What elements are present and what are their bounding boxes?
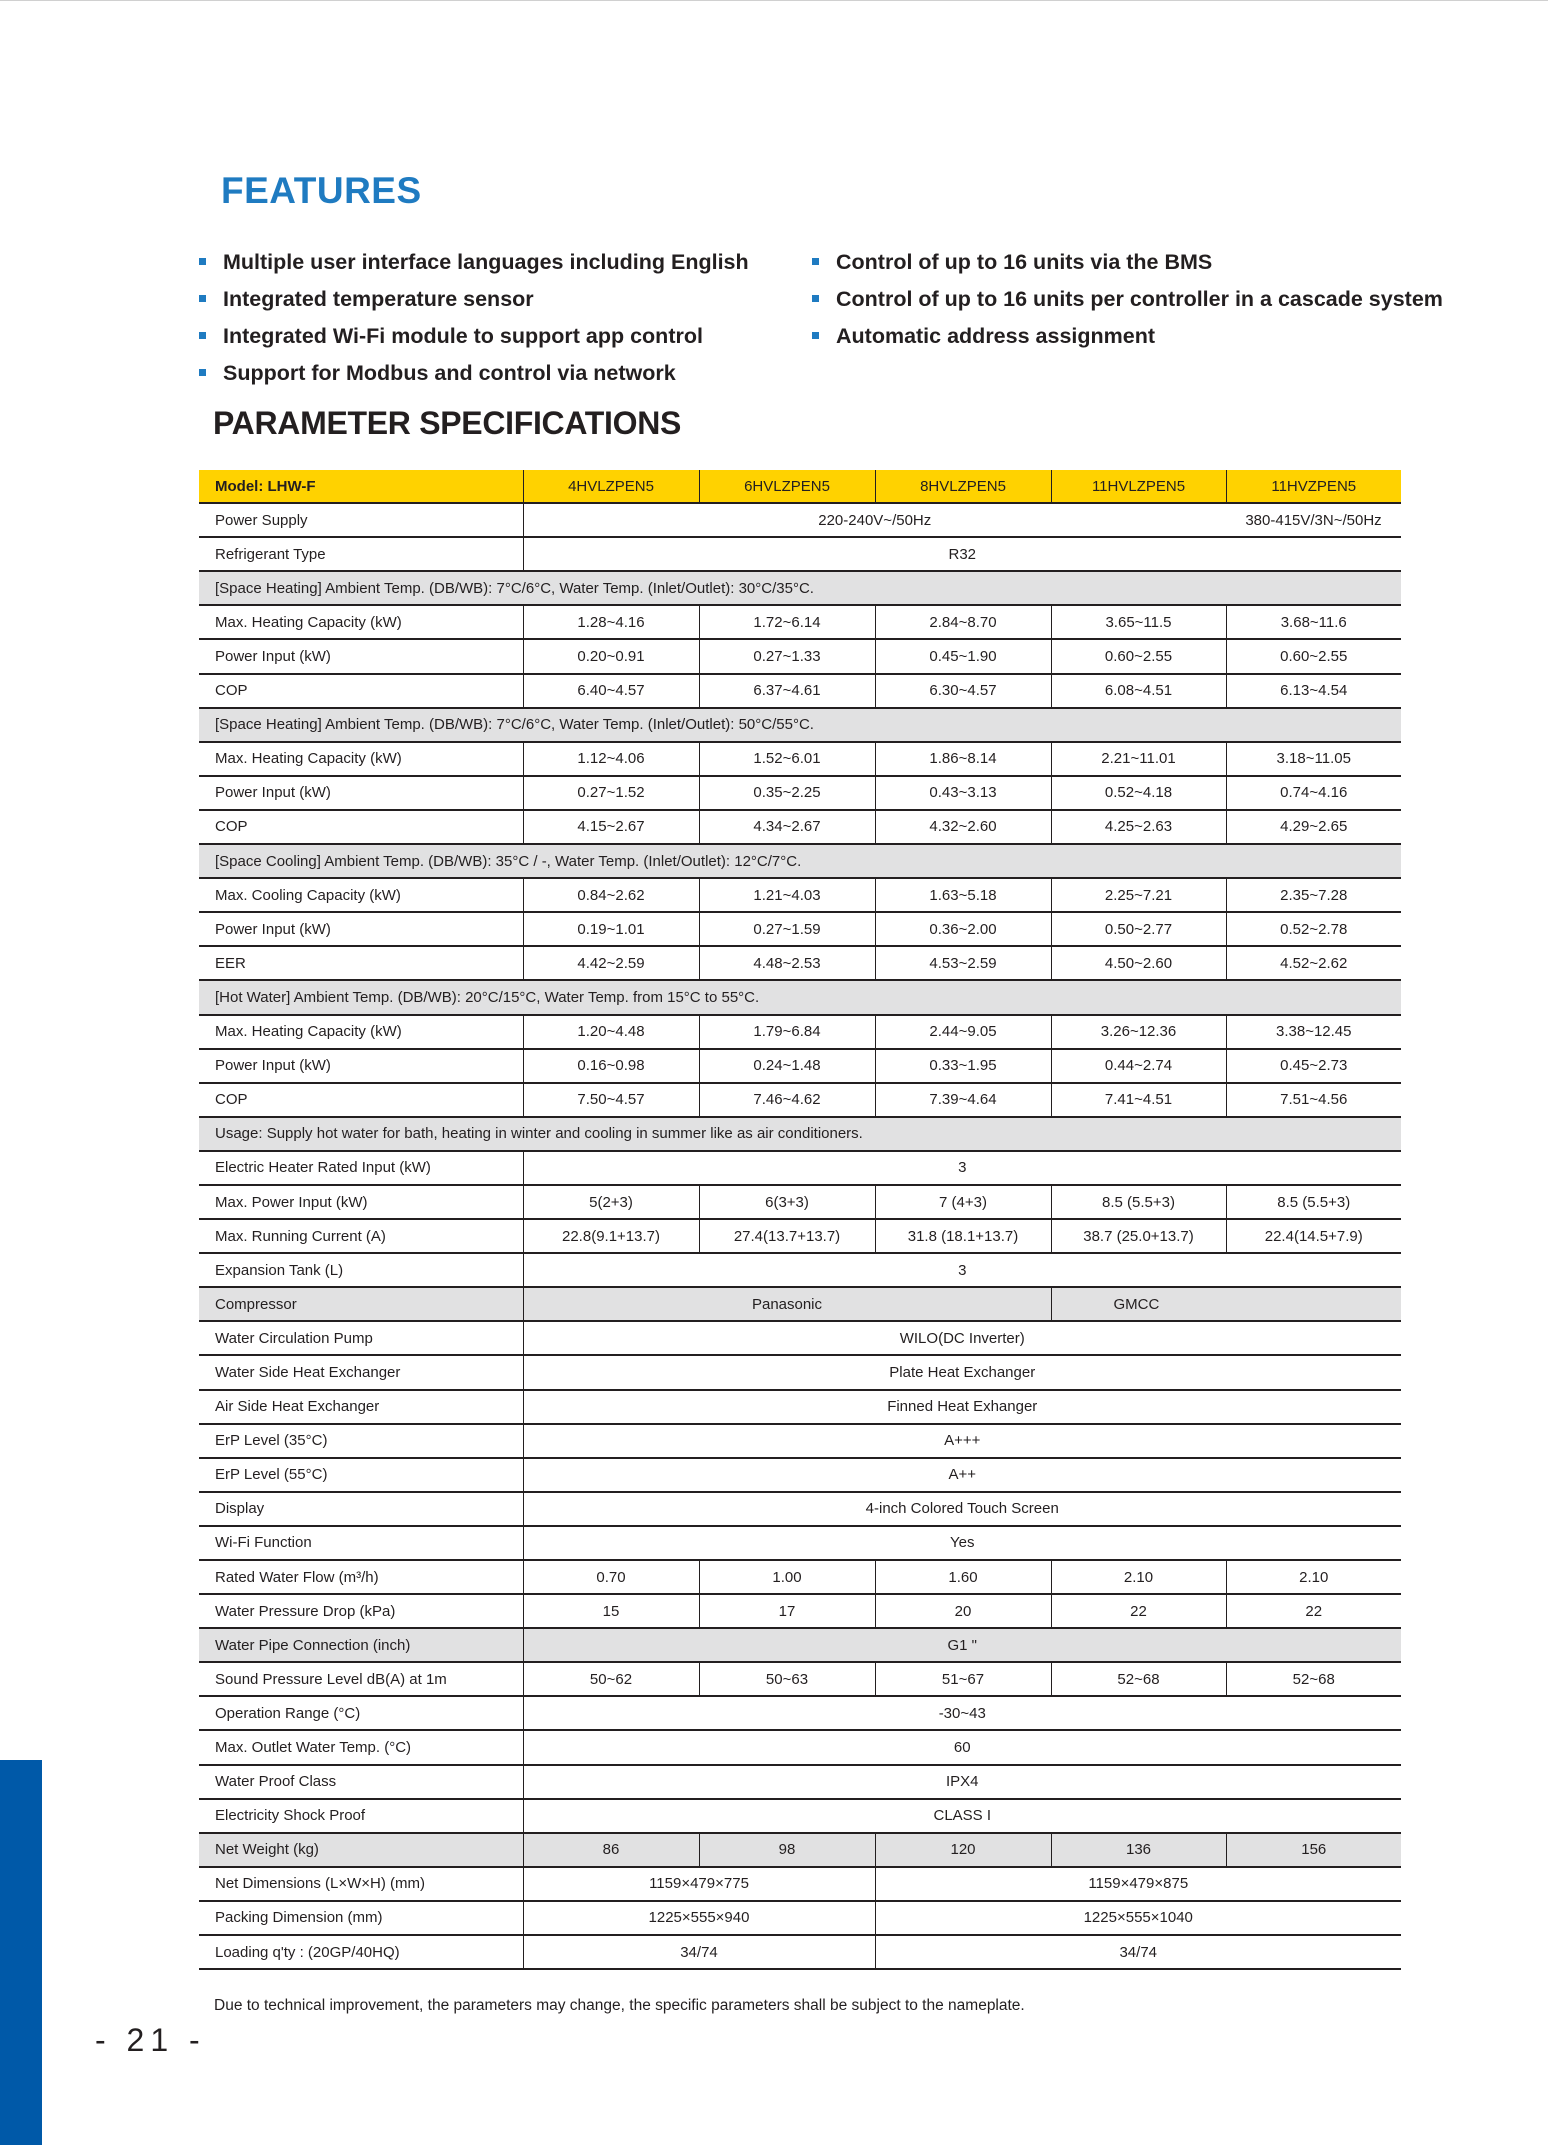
cell-value: 0.44~2.74 [1051, 1049, 1226, 1083]
features-title: FEATURES [221, 170, 422, 211]
cell-value: 0.16~0.98 [523, 1049, 699, 1083]
row-label: Refrigerant Type [199, 537, 523, 571]
cell-value: 98 [699, 1833, 875, 1867]
cell-value: Yes [523, 1526, 1401, 1560]
cell-value: 3.68~11.6 [1226, 605, 1401, 639]
row-label: Power Supply [199, 503, 523, 537]
table-row [199, 742, 1401, 776]
row-label: COP [199, 810, 523, 844]
cell-value: 2.35~7.28 [1226, 878, 1401, 912]
cell-value: 3.18~11.05 [1226, 742, 1401, 776]
cell-value: 0.24~1.48 [699, 1049, 875, 1083]
header-label: Model: LHW-F [199, 470, 523, 503]
cell-value: 15 [523, 1594, 699, 1628]
cell-value: 0.35~2.25 [699, 776, 875, 810]
table-row [199, 1696, 1401, 1730]
table-row [199, 1765, 1401, 1799]
row-label: Max. Heating Capacity (kW) [199, 1015, 523, 1049]
model-header: 8HVLZPEN5 [875, 470, 1051, 503]
square-bullet-icon [812, 258, 819, 265]
cell-value: 4.50~2.60 [1051, 946, 1226, 980]
cell-value: 1.79~6.84 [699, 1015, 875, 1049]
cell-value: 0.52~2.78 [1226, 912, 1401, 946]
model-header: 11HVLZPEN5 [1051, 470, 1226, 503]
cell-value: WILO(DC Inverter) [523, 1321, 1401, 1355]
table-row [199, 810, 1401, 844]
cell-value: 6(3+3) [699, 1185, 875, 1219]
row-label: EER [199, 946, 523, 980]
page-number: - 21 - [95, 2022, 206, 2058]
parameter-specifications-title: PARAMETER SPECIFICATIONS [213, 405, 682, 441]
table-row [199, 1560, 1401, 1594]
cell-value: Finned Heat Exhanger [523, 1390, 1401, 1424]
row-label: Water Proof Class [199, 1765, 523, 1799]
cell-value: Panasonic [523, 1287, 1051, 1321]
cell-value: 1.12~4.06 [523, 742, 699, 776]
row-label: Rated Water Flow (m³/h) [199, 1560, 523, 1594]
row-label: ErP Level (35°C) [199, 1424, 523, 1458]
cell-value: 4-inch Colored Touch Screen [523, 1492, 1401, 1526]
feature-item: Control of up to 16 units via the BMS [812, 246, 1443, 283]
cell-value: 2.10 [1051, 1560, 1226, 1594]
row-label: Max. Power Input (kW) [199, 1185, 523, 1219]
table-row [199, 1628, 1401, 1662]
cell-value: 0.60~2.55 [1226, 639, 1401, 673]
cell-value: 8.5 (5.5+3) [1051, 1185, 1226, 1219]
cell-value: 0.74~4.16 [1226, 776, 1401, 810]
table-header-row [199, 470, 1401, 503]
section-heading: [Space Cooling] Ambient Temp. (DB/WB): 35°C / -, Water Temp. (Inlet/Outlet): 12°C/7°C. [199, 844, 1401, 878]
row-label: Power Input (kW) [199, 1049, 523, 1083]
cell-value: 0.36~2.00 [875, 912, 1051, 946]
cell-value: 156 [1226, 1833, 1401, 1867]
cell-value: 52~68 [1226, 1662, 1401, 1696]
cell-value: 3 [523, 1151, 1401, 1185]
cell-value: 2.84~8.70 [875, 605, 1051, 639]
table-row [199, 537, 1401, 571]
section-heading: Usage: Supply hot water for bath, heating in winter and cooling in summer like as air conditioners. [199, 1117, 1401, 1151]
cell-value: 3.65~11.5 [1051, 605, 1226, 639]
cell-value: 3 [523, 1253, 1401, 1287]
cell-value: 1225×555×940 [523, 1901, 875, 1935]
cell-value: Plate Heat Exchanger [523, 1355, 1401, 1389]
cell-value: 7.51~4.56 [1226, 1083, 1401, 1117]
table-row [199, 1901, 1401, 1935]
table-row [199, 639, 1401, 673]
row-label: COP [199, 674, 523, 708]
cell-value: 3.26~12.36 [1051, 1015, 1226, 1049]
table-row [199, 1458, 1401, 1492]
table-row [199, 1730, 1401, 1764]
cell-value: 22.4(14.5+7.9) [1226, 1219, 1401, 1253]
feature-item: Support for Modbus and control via network [199, 357, 749, 394]
cell-value: 0.70 [523, 1560, 699, 1594]
row-label: Electric Heater Rated Input (kW) [199, 1151, 523, 1185]
section-row [199, 1117, 1401, 1151]
cell-value: 4.32~2.60 [875, 810, 1051, 844]
section-heading: [Space Heating] Ambient Temp. (DB/WB): 7°C/6°C, Water Temp. (Inlet/Outlet): 30°C/35°C. [199, 571, 1401, 605]
cell-value: 0.84~2.62 [523, 878, 699, 912]
cell-value: 0.45~2.73 [1226, 1049, 1401, 1083]
cell-value: 51~67 [875, 1662, 1051, 1696]
cell-value: 1.52~6.01 [699, 742, 875, 776]
table-row [199, 1287, 1401, 1321]
cell-value: 4.42~2.59 [523, 946, 699, 980]
cell-value: 0.20~0.91 [523, 639, 699, 673]
cell-value: 20 [875, 1594, 1051, 1628]
cell-value: 2.21~11.01 [1051, 742, 1226, 776]
square-bullet-icon [199, 332, 206, 339]
table-row [199, 503, 1401, 537]
cell-value: 1.60 [875, 1560, 1051, 1594]
square-bullet-icon [812, 295, 819, 302]
row-label: Display [199, 1492, 523, 1526]
cell-value: 136 [1051, 1833, 1226, 1867]
table-row [199, 1015, 1401, 1049]
cell-value: 4.53~2.59 [875, 946, 1051, 980]
cell-value: 50~62 [523, 1662, 699, 1696]
row-label: Power Input (kW) [199, 912, 523, 946]
section-row [199, 844, 1401, 878]
row-label: Net Weight (kg) [199, 1833, 523, 1867]
cell-value: 22 [1226, 1594, 1401, 1628]
row-label: Max. Cooling Capacity (kW) [199, 878, 523, 912]
model-header: 4HVLZPEN5 [523, 470, 699, 503]
table-row [199, 1492, 1401, 1526]
cell-value: 2.25~7.21 [1051, 878, 1226, 912]
section-heading: [Space Heating] Ambient Temp. (DB/WB): 7°C/6°C, Water Temp. (Inlet/Outlet): 50°C/55°C. [199, 708, 1401, 742]
feature-item: Automatic address assignment [812, 320, 1443, 357]
table-row [199, 605, 1401, 639]
cell-value: A++ [523, 1458, 1401, 1492]
cell-value: 0.52~4.18 [1051, 776, 1226, 810]
row-label: Power Input (kW) [199, 776, 523, 810]
cell-value: 1.86~8.14 [875, 742, 1051, 776]
table-row [199, 1526, 1401, 1560]
cell-value: 0.33~1.95 [875, 1049, 1051, 1083]
feature-item: Multiple user interface languages including English [199, 246, 749, 283]
model-header: 6HVLZPEN5 [699, 470, 875, 503]
feature-item: Integrated temperature sensor [199, 283, 749, 320]
row-label: Max. Running Current (A) [199, 1219, 523, 1253]
cell-value: 120 [875, 1833, 1051, 1867]
cell-value: 7 (4+3) [875, 1185, 1051, 1219]
table-row [199, 1355, 1401, 1389]
features-list-right [812, 246, 1443, 357]
side-accent-bar [0, 1760, 42, 2145]
section-heading: [Hot Water] Ambient Temp. (DB/WB): 20°C/15°C, Water Temp. from 15°C to 55°C. [199, 980, 1401, 1014]
cell-value: 1.21~4.03 [699, 878, 875, 912]
cell-value: -30~43 [523, 1696, 1401, 1730]
cell-value: 0.19~1.01 [523, 912, 699, 946]
cell-value: 0.43~3.13 [875, 776, 1051, 810]
cell-value: G1 " [523, 1628, 1401, 1662]
cell-value: A+++ [523, 1424, 1401, 1458]
table-row [199, 1151, 1401, 1185]
row-label: Max. Outlet Water Temp. (°C) [199, 1730, 523, 1764]
spec-table [199, 470, 1401, 1970]
cell-value: 0.50~2.77 [1051, 912, 1226, 946]
cell-value: 1.20~4.48 [523, 1015, 699, 1049]
row-label: Electricity Shock Proof [199, 1799, 523, 1833]
cell-value: 6.08~4.51 [1051, 674, 1226, 708]
row-label: Wi-Fi Function [199, 1526, 523, 1560]
cell-value: CLASS I [523, 1799, 1401, 1833]
cell-value: 3.38~12.45 [1226, 1015, 1401, 1049]
cell-value: GMCC [1051, 1287, 1401, 1321]
cell-value: 7.39~4.64 [875, 1083, 1051, 1117]
cell-value: 4.29~2.65 [1226, 810, 1401, 844]
row-label: Packing Dimension (mm) [199, 1901, 523, 1935]
table-row [199, 1083, 1401, 1117]
cell-value: 52~68 [1051, 1662, 1226, 1696]
cell-value: 2.10 [1226, 1560, 1401, 1594]
cell-value: IPX4 [523, 1765, 1401, 1799]
table-row [199, 1219, 1401, 1253]
model-header: 11HVZPEN5 [1226, 470, 1401, 503]
row-label: Power Input (kW) [199, 639, 523, 673]
table-row [199, 1321, 1401, 1355]
feature-item: Control of up to 16 units per controller in a cascade system [812, 283, 1443, 320]
row-label: Net Dimensions (L×W×H) (mm) [199, 1867, 523, 1901]
cell-value: 1159×479×775 [523, 1867, 875, 1901]
cell-value: 86 [523, 1833, 699, 1867]
row-label: ErP Level (55°C) [199, 1458, 523, 1492]
row-label: Water Circulation Pump [199, 1321, 523, 1355]
row-label: Sound Pressure Level dB(A) at 1m [199, 1662, 523, 1696]
cell-value: 22 [1051, 1594, 1226, 1628]
feature-item: Integrated Wi-Fi module to support app control [199, 320, 749, 357]
section-row [199, 571, 1401, 605]
table-row [199, 776, 1401, 810]
cell-value: 0.45~1.90 [875, 639, 1051, 673]
table-row [199, 1049, 1401, 1083]
cell-value: 7.50~4.57 [523, 1083, 699, 1117]
cell-value: R32 [523, 537, 1401, 571]
row-label: Water Pipe Connection (inch) [199, 1628, 523, 1662]
table-row [199, 1253, 1401, 1287]
table-row [199, 1390, 1401, 1424]
table-row [199, 1594, 1401, 1628]
cell-value: 0.60~2.55 [1051, 639, 1226, 673]
cell-value: 7.46~4.62 [699, 1083, 875, 1117]
features-list-left [199, 246, 749, 394]
cell-value: 4.48~2.53 [699, 946, 875, 980]
cell-value: 1225×555×1040 [875, 1901, 1401, 1935]
row-label: Loading q'ty : (20GP/40HQ) [199, 1935, 523, 1969]
cell-value: 22.8(9.1+13.7) [523, 1219, 699, 1253]
row-label: COP [199, 1083, 523, 1117]
top-rule [0, 0, 1548, 1]
cell-value: 50~63 [699, 1662, 875, 1696]
table-row [199, 1662, 1401, 1696]
cell-value: 1159×479×875 [875, 1867, 1401, 1901]
row-label: Water Side Heat Exchanger [199, 1355, 523, 1389]
cell-value: 5(2+3) [523, 1185, 699, 1219]
table-row [199, 674, 1401, 708]
cell-value: 4.25~2.63 [1051, 810, 1226, 844]
row-label: Operation Range (°C) [199, 1696, 523, 1730]
cell-value: 380-415V/3N~/50Hz [1226, 503, 1401, 537]
square-bullet-icon [199, 295, 206, 302]
row-label: Water Pressure Drop (kPa) [199, 1594, 523, 1628]
table-row [199, 1424, 1401, 1458]
cell-value: 6.37~4.61 [699, 674, 875, 708]
cell-value: 7.41~4.51 [1051, 1083, 1226, 1117]
table-row [199, 1799, 1401, 1833]
cell-value: 4.34~2.67 [699, 810, 875, 844]
cell-value: 4.52~2.62 [1226, 946, 1401, 980]
cell-value: 1.63~5.18 [875, 878, 1051, 912]
row-label: Compressor [199, 1287, 523, 1321]
cell-value: 6.13~4.54 [1226, 674, 1401, 708]
square-bullet-icon [199, 369, 206, 376]
cell-value: 60 [523, 1730, 1401, 1764]
cell-value: 17 [699, 1594, 875, 1628]
cell-value: 0.27~1.33 [699, 639, 875, 673]
table-row [199, 1833, 1401, 1867]
cell-value: 0.27~1.59 [699, 912, 875, 946]
cell-value: 4.15~2.67 [523, 810, 699, 844]
square-bullet-icon [199, 258, 206, 265]
cell-value: 1.72~6.14 [699, 605, 875, 639]
cell-value: 0.27~1.52 [523, 776, 699, 810]
cell-value: 27.4(13.7+13.7) [699, 1219, 875, 1253]
cell-value: 6.30~4.57 [875, 674, 1051, 708]
table-row [199, 1935, 1401, 1969]
table-row [199, 946, 1401, 980]
cell-value: 220-240V~/50Hz [523, 503, 1226, 537]
cell-value: 1.00 [699, 1560, 875, 1594]
row-label: Expansion Tank (L) [199, 1253, 523, 1287]
cell-value: 34/74 [875, 1935, 1401, 1969]
cell-value: 2.44~9.05 [875, 1015, 1051, 1049]
square-bullet-icon [812, 332, 819, 339]
cell-value: 31.8 (18.1+13.7) [875, 1219, 1051, 1253]
footnote: Due to technical improvement, the parameters may change, the specific parameters shall be subject to the nameplate. [214, 1997, 1025, 2014]
section-row [199, 980, 1401, 1014]
row-label: Max. Heating Capacity (kW) [199, 605, 523, 639]
row-label: Air Side Heat Exchanger [199, 1390, 523, 1424]
cell-value: 6.40~4.57 [523, 674, 699, 708]
row-label: Max. Heating Capacity (kW) [199, 742, 523, 776]
cell-value: 34/74 [523, 1935, 875, 1969]
table-row [199, 1185, 1401, 1219]
cell-value: 8.5 (5.5+3) [1226, 1185, 1401, 1219]
section-row [199, 708, 1401, 742]
cell-value: 38.7 (25.0+13.7) [1051, 1219, 1226, 1253]
table-row [199, 1867, 1401, 1901]
table-row [199, 912, 1401, 946]
cell-value: 1.28~4.16 [523, 605, 699, 639]
table-row [199, 878, 1401, 912]
